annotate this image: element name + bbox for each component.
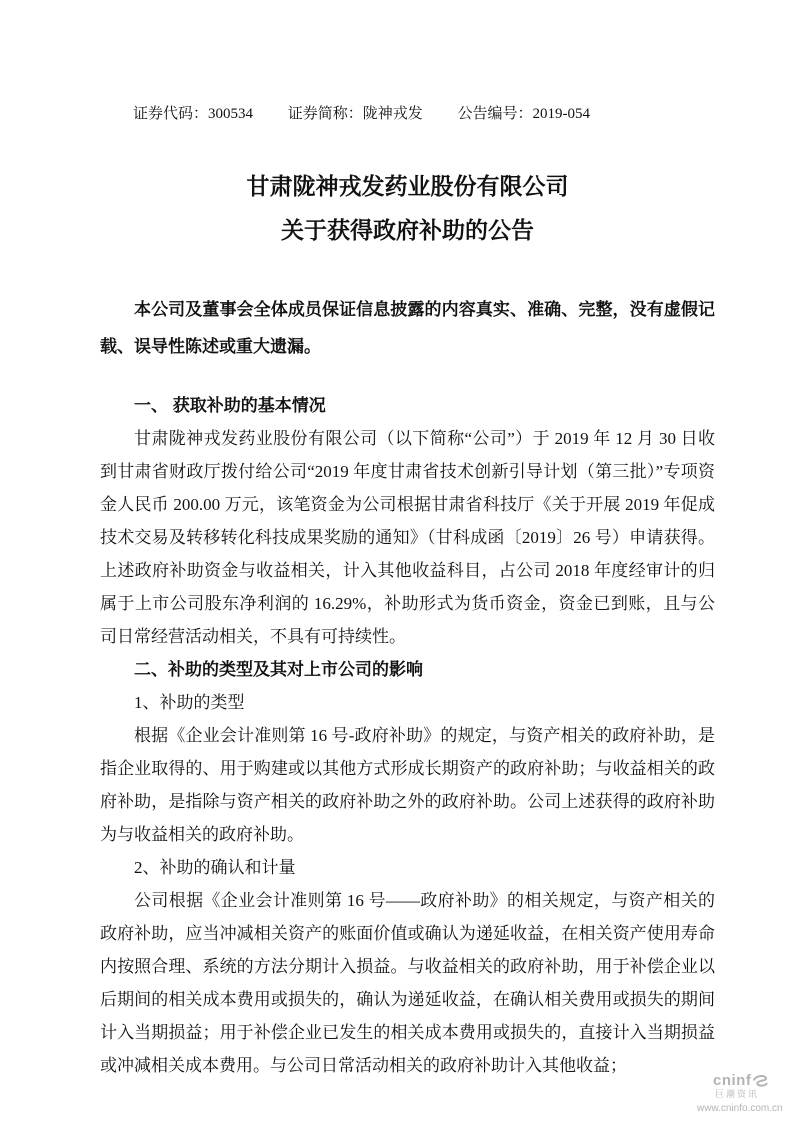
- cninfo-watermark: [697, 1073, 789, 1114]
- cninfo-swirl-icon: [752, 1073, 768, 1089]
- announcement-number-label: 公告编号：2019-054: [457, 106, 590, 122]
- section-2-sub-2-heading: 2、补助的确认和计量: [134, 858, 296, 877]
- document-header: [100, 103, 715, 125]
- section-2-sub-1-paragraph: 根据《企业会计准则第 16 号-政府补助》的规定，与资产相关的政府补助，是指企业取得的、用于购建或以其他方式形成长期资产的政府补助；与收益相关的政府补助，是指除与资产相关的政府补助之外的政府补助。公司上述获得的政府补助为与收益相关的政府补助。: [100, 726, 715, 844]
- cninfo-brand-row: [697, 1073, 789, 1090]
- board-disclaimer-paragraph: 本公司及董事会全体成员保证信息披露的内容真实、准确、完整，没有虚假记载、误导性陈述或重大遗漏。: [100, 300, 715, 356]
- section-2-sub-2-paragraph: 公司根据《企业会计准则第 16 号——政府补助》的相关规定，与资产相关的政府补助，应当冲减相关资产的账面价值或确认为递延收益，在相关资产使用寿命内按照合理、系统的方法分期计入损益。与收益相关的政府补助，用于补偿企业以后期间的相关成本费用或损失的，确认为递延收益，在确认相关费用或损失的期间计入当期损益；用于补偿企业已发生的相关成本费用或损失的，直接计入当期损益或冲减相关成本费用。与公司日常活动相关的政府补助计入其他收益；: [100, 891, 715, 1075]
- section-1-heading: 一、 获取补助的基本情况: [134, 396, 326, 415]
- document-title-line-2: 关于获得政府补助的公告: [281, 218, 534, 243]
- document-content: [100, 103, 715, 1082]
- section-2-sub-1-heading: 1、补助的类型: [134, 693, 245, 712]
- section-1-paragraph: 甘肃陇神戎发药业股份有限公司（以下简称“公司”）于 2019 年 12 月 30 日收到甘肃省财政厅拨付给公司“2019 年度甘肃省技术创新引导计划（第三批）”专项资金人民币 200.00 万元，该笔资金为公司根据甘肃省科技厅《关于开展 2019 年促成技术交易及转移转化科技成果奖励的通知》（甘科成函〔2019〕26 号）申请获得。上述政府补助资金与收益相关，计入其他收益科目，占公司 2018 年度经审计的归属于上市公司股东净利润的 16.29%，补助形式为货币资金，资金已到账，且与公司日常经营活动相关，不具有可持续性。: [100, 429, 715, 646]
- stock-abbr-label: 证券简称：陇神戎发: [287, 106, 423, 122]
- cninfo-url-text: www.cninfo.com.cn: [697, 1103, 783, 1114]
- cninfo-brand-text: cninf: [713, 1071, 752, 1089]
- section-2-heading: 二、补助的类型及其对上市公司的影响: [134, 660, 423, 679]
- stock-code-label: 证券代码：300534: [133, 106, 254, 122]
- document-title-line-1: 甘肃陇神戎发药业股份有限公司: [246, 174, 569, 199]
- cninfo-chinese-name: 巨潮资讯: [715, 1089, 760, 1100]
